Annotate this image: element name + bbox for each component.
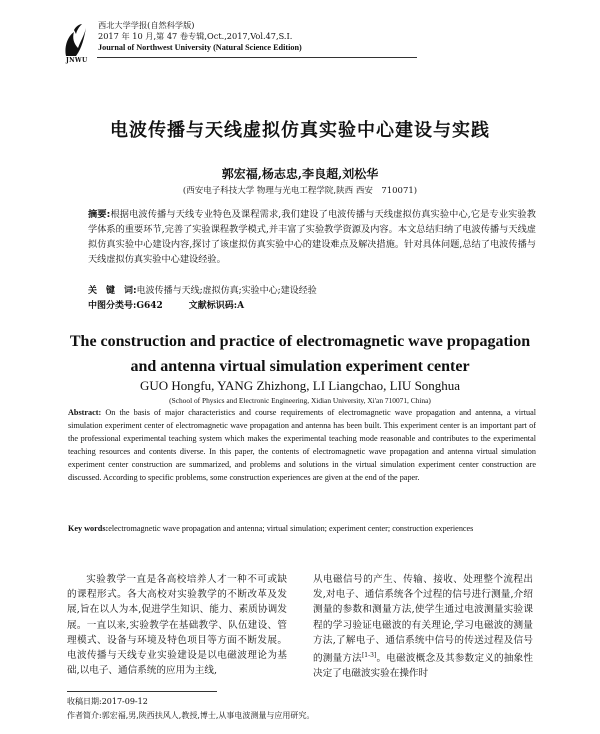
article-title-cn: 电波传播与天线虚拟仿真实验中心建设与实践 bbox=[110, 120, 490, 141]
keywords-cn-label: 关 键 词: bbox=[88, 286, 137, 296]
body-column-left: 实验教学一直是各高校培养人才一种不可或缺的课程形式。各大高校对实验教学的不断改革及发展,旨在以人为本,促进学生知识、能力、素质协调发展。一直以来,实验教学在基础教学、队伍建设、管理模式、设备与环境及特色项目等方面不断发展。电波传播与天线专业实验建设是以电磁波理论为基础,以电子、通信系统的应用为主线, bbox=[67, 574, 287, 677]
body-right-text: 从电磁信号的产生、传输、接收、处理整个流程出发,对电子、通信系统各个过程的信号进行测量,介绍测量的参数和测量方法,使学生通过电波测量实验课程的学习验证电磁波的有关理论,学习电磁波的测量方法,了解电子、通信系统中信号的传送过程及信号的测量方法 bbox=[313, 574, 533, 665]
title-en-line-1: The construction and practice of electromagnetic wave propagation bbox=[69, 333, 531, 350]
keywords-en-text: electromagnetic wave propagation and antenna; virtual simulation; experiment center; construction experiences bbox=[108, 524, 474, 533]
journal-logo-text: JNWU bbox=[66, 57, 88, 64]
document-code: 文献标识码:A bbox=[188, 301, 245, 311]
body-right-tail: 。电磁波概念及其参数定义的抽象性决定了电磁波实验在操作时 bbox=[313, 653, 534, 680]
abstract-en-label: Abstract: bbox=[68, 408, 102, 417]
affiliation-en: (School of Physics and Electronic Engineering, Xidian University, Xi'an 710071, China) bbox=[169, 396, 431, 405]
running-header bbox=[98, 20, 302, 53]
journal-name-en: Journal of Northwest University (Natural Science Edition) bbox=[98, 43, 302, 52]
authors-cn: 郭宏福,杨志忠,李良超,刘松华 bbox=[221, 167, 379, 181]
header-rule bbox=[97, 57, 417, 58]
classification-cn bbox=[88, 298, 536, 311]
abstract-en-text: On the basis of major characteristics and course requirements of electromagnetic wave propagation and antenna, a virtual simulation experiment center of electromagnetic wave propagation and antenna has been built. This experiment center is an important part of the professional experimental teaching system which makes the experimental teaching mode reasonable and contributes to the experimental teaching resources and contents diverse. In this paper, the contents of electromagnetic wave propagation and antenna virtual simulation experiment center construction are summarized, and problems and solutions in the virtual simulation experiment center construction are discussed. According to specific problems, some construction experiences are given at the end of the paper. bbox=[68, 408, 537, 483]
keywords-cn-text: 电波传播与天线;虚拟仿真;实验中心;建设经验 bbox=[136, 286, 317, 296]
issue-line: 2017 年 10 月,第 47 卷专辑,Oct.,2017,Vol.47,S.I. bbox=[98, 31, 293, 41]
abstract-cn bbox=[88, 207, 536, 267]
received-date: 收稿日期:2017-09-12 bbox=[67, 697, 148, 706]
abstract-cn-label: 摘要: bbox=[88, 209, 111, 220]
clc-number: 中图分类号:G642 bbox=[88, 301, 163, 311]
authors-en: GUO Hongfu, YANG Zhizhong, LI Liangchao, LIU Songhua bbox=[139, 378, 461, 393]
keywords-en bbox=[68, 522, 536, 535]
keywords-en-label: Key words: bbox=[68, 524, 109, 533]
title-en-line-2: and antenna virtual simulation experiment center bbox=[130, 358, 470, 375]
article-title-en bbox=[40, 329, 560, 379]
journal-name-cn: 西北大学学报(自然科学版) bbox=[98, 20, 195, 30]
citation-ref: [1-3] bbox=[361, 652, 377, 660]
abstract-cn-text: 根据电波传播与天线专业特色及课程需求,我们建设了电波传播与天线虚拟仿真实验中心,它是专业实验教学体系的重要环节,完善了实验课程教学模式,并丰富了实验教学资源及内容。本文总结归纳了电波传播与天线虚拟仿真实验中心建设内容,探讨了该虚拟仿真实验中心的建设难点及解决措施。针对具体问题,总结了电波传播与天线虚拟仿真实验中心建设经验。 bbox=[88, 209, 536, 265]
footnote-rule bbox=[67, 691, 217, 692]
journal-logo-icon bbox=[62, 22, 88, 58]
body-column-right bbox=[313, 572, 533, 682]
abstract-en bbox=[68, 406, 536, 485]
keywords-cn bbox=[88, 283, 536, 296]
affiliation-cn: (西安电子科技大学 物理与光电工程学院,陕西 西安 710071) bbox=[182, 186, 418, 196]
author-bio: 作者简介:郭宏福,男,陕西扶风人,教授,博士,从事电波测量与应用研究。 bbox=[67, 711, 315, 720]
